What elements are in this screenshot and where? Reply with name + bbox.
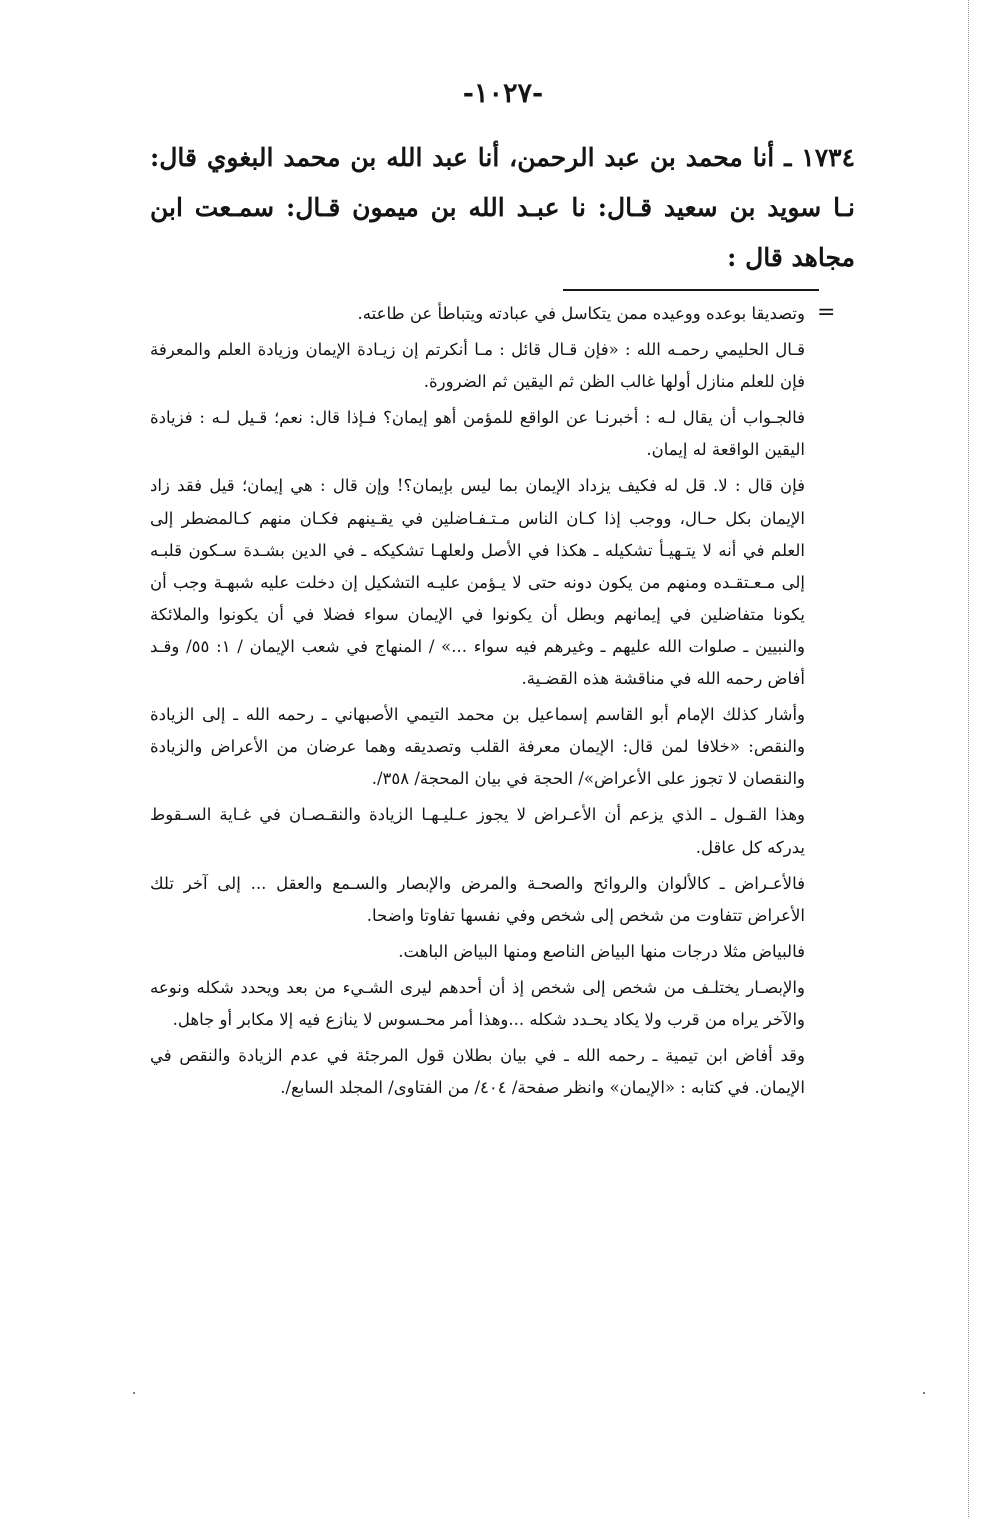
footnote-paragraph: وقد أفاض ابن تيمية ـ رحمه الله ـ في بيان بطلان قول المرجئة في عدم الزيادة والنقص في الإيمان. في كتابه : «الإيمان» وانظر صفحة/ ٤٠٤/ من الفتاوى/ المجلد السابع/. [150, 1046, 805, 1098]
page-edge-dotted-line [968, 0, 969, 1517]
footnote-paragraph: وأشار كذلك الإمام أبو القاسم إسماعيل بن محمد التيمي الأصبهاني ـ رحمه الله ـ إلى الزيادة والنقص: «خلافا لمن قال: الإيمان معرفة القلب وتصديقه وهما عرضان من الأعراض والزيادة والنقصان لا تجوز على الأعراض»/ الحجة في بيان المحجة/ ٣٥٨/. [150, 705, 805, 789]
scan-speck [923, 1392, 925, 1394]
footnote-paragraph: فإن قال : لا. قل له فكيف يزداد الإيمان بما ليس بإيمان؟! وإن قال : هي إيمان؛ قيل فقد زاد الإيمان بكل حـال، ووجب إذا كـان الناس مـتـفـاضلين في يقـينهم فكـان منهم كـالمضطر إلى العلم في أنه لا يتـهيـأ تشكيله ـ هكذا في الأصل ولعلهـا تشكيكه ـ في الدين بشـدة سـكون قلبـه إلى مـعـتقـده ومنهم من يكون دونه حتى لا يـؤمن عليـه التشكيل إن دخلت عليه شبهـة وجب أن يكونا متفاضلين في إيمانهم وبطل أن يكونوا في الإيمان سواء فضلا في أن يكونوا والملائكة والنبيين ـ صلوات الله عليهم ـ وغيرهم فيه سواء ...» / المنهاج في شعب الإيمان / ١: ٥٥/ وقـد أفاض رحمه الله في مناقشة هذه القضـية. [150, 476, 805, 689]
footnote-paragraph: فالبياض مثلا درجات منها البياض الناصع ومنها البياض الباهت. [398, 941, 805, 961]
page-number: -١٠٢٧- [462, 78, 544, 109]
footnote-paragraph: قـال الحليمي رحمـه الله : «فإن قـال قائل : مـا أنكرتم إن زيـادة الإيمان وزيادة العلم والمعرفة فإن للعلم منازل أولها غالب الظن ثم اليقين ثم الضرورة. [150, 340, 805, 392]
footnote-block [150, 298, 805, 1108]
hadith-text: ١٧٣٤ ـ أنا محمد بن عبد الرحمن، أنا عبد الله بن محمد البغوي قال: نـا سويد بن سعيد قـال: نا عبـد الله بن ميمون قـال: سمـعت ابن مجاهد قال : [150, 143, 855, 272]
footnote-paragraph: وهذا القـول ـ الذي يزعم أن الأعـراض لا يجوز عـليـهـا الزيادة والنقـصـان في غـاية السـقوط يدركه كل عاقل. [150, 805, 805, 857]
footnote-separator-rule [563, 289, 819, 291]
footnote-continuation-mark: = [817, 300, 834, 325]
scan-speck [133, 1392, 135, 1394]
footnote-paragraph: والإبصـار يختلـف من شخص إلى شخص إذ أن أحدهم ليرى الشـيء من بعد ويحدد شكله ونوعه والآخر يراه من قرب ولا يكاد يحـدد شكله ...وهذا أمر محـسوس لا ينازع فيه إلا مكابر أو جاهل. [150, 977, 805, 1029]
footnote-paragraph: فالجـواب أن يقال لـه : أخبرنـا عن الواقع للمؤمن أهو إيمان؟ فـإذا قال: نعم؛ قـيل لـه : فزيادة اليقين الواقعة له إيمان. [150, 408, 805, 460]
footnote-paragraph: فالأعـراض ـ كالألوان والروائح والصحـة والمرض والإبصار والسـمع والعقل ... إلى آخر تلك الأعراض تتفاوت من شخص إلى شخص وفي نفسها تفاوتا واضحا. [150, 873, 805, 925]
footnote-paragraph: وتصديقا بوعده ووعيده ممن يتكاسل في عبادته ويتباطأ عن طاعته. [357, 304, 805, 323]
